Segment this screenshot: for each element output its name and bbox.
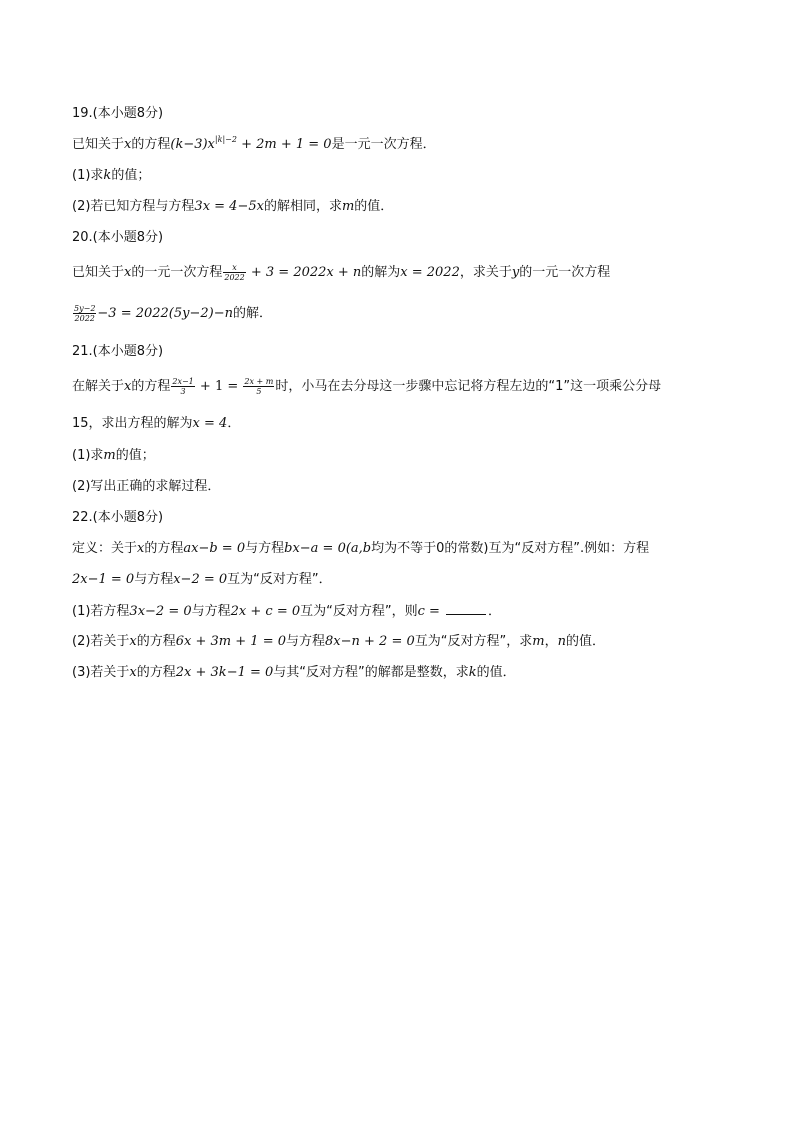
q22-part3-text: 的值． (476, 665, 516, 680)
q21-part1-text: 的值； (115, 448, 155, 463)
q20-header (72, 228, 722, 248)
q19-stem (72, 135, 722, 155)
q21-text: 在解关于 (72, 379, 125, 394)
q20-stem-line1 (72, 263, 722, 283)
q20-fraction-2-numerator: 5y−2 (74, 304, 96, 313)
var-m: m (103, 448, 116, 463)
q22-header-text: 22.(本小题8分) (72, 510, 164, 525)
q22-text: 与方程 (134, 572, 174, 587)
q22-text: 均为不等于0的常数)互为“反对方程”.例如：方程 (371, 541, 650, 556)
q21-fraction-1-numerator: 2x−1 (172, 377, 194, 386)
q20-fraction-numerator: x (223, 263, 245, 273)
q19-text: 已知关于 (72, 137, 125, 152)
q19-text: 的方程 (131, 137, 171, 152)
q20-text: ，求关于 (459, 265, 512, 280)
q21-fraction-1-denominator: 3 (180, 387, 186, 396)
q20-header-text: 20.(本小题8分) (72, 230, 164, 245)
q22-equation-a: ax−b = 0 (183, 541, 246, 556)
q22-part3-text: 与其“反对方程”的解都是整数，求 (273, 665, 469, 680)
q22-part1-c: c = (417, 604, 445, 619)
q19-part1-text: 的值； (111, 168, 151, 183)
q22-part2-text: (2)若关于 (72, 634, 130, 649)
var-n: n (557, 634, 566, 649)
q19-eq-lhs: (k−3)x (170, 137, 215, 152)
q20-text: 的一元一次方程 (131, 265, 223, 280)
q22-part2-text: 与方程 (286, 634, 326, 649)
q21-fraction-2-numerator: 2x + m (244, 377, 274, 386)
q20-fraction (223, 263, 245, 282)
q19-part2-text: 的解相同，求 (263, 199, 342, 214)
q19-part2-text: 的值． (354, 199, 394, 214)
q21-fraction-2 (243, 377, 274, 396)
q22-part2-text: ， (544, 634, 558, 649)
q22-part2-text: 的值． (565, 634, 605, 649)
var-k: k (468, 665, 477, 680)
q22-part3-equation: 2x + 3k−1 = 0 (175, 665, 274, 680)
q20-fraction-2-denominator: 2022 (74, 314, 95, 323)
q21-stem-line1 (72, 377, 722, 397)
q20-stem-line2 (72, 304, 722, 324)
q19-part1-text: (1)求 (72, 168, 104, 183)
q21-part2-text: (2)写出正确的求解过程． (72, 479, 221, 494)
q21-text: 15，求出方程的解为 (72, 416, 193, 431)
var-x: x (124, 265, 132, 280)
q22-part3-text: 的方程 (136, 665, 176, 680)
q19-text: 是一元一次方程． (331, 137, 436, 152)
q21-text: 的方程 (131, 379, 171, 394)
q19-header-text: 19.(本小题8分) (72, 106, 164, 121)
q22-part2-equation-2: 8x−n + 2 = 0 (325, 634, 415, 649)
q22-text: 的方程 (144, 541, 184, 556)
q20-solution: x = 2022 (400, 265, 460, 280)
q22-definition-line1 (72, 539, 722, 559)
q22-part1-text: 互为“反对方程”，则 (300, 604, 418, 619)
var-x: x (137, 541, 145, 556)
var-y: y (511, 265, 520, 280)
q22-part3-text: (3)若关于 (72, 665, 130, 680)
q19-equation-2: 3x = 4−5x (194, 199, 264, 214)
q20-fraction-denominator: 2022 (224, 273, 245, 282)
q21-equation-mid: + 1 = (195, 379, 243, 394)
q21-part1-text: (1)求 (72, 448, 104, 463)
var-x: x (129, 634, 137, 649)
q20-text: 的解为 (361, 265, 401, 280)
var-x: x (129, 665, 137, 680)
q19-eq-exponent: |k|−2 (214, 135, 237, 144)
q21-solution: x = 4 (192, 416, 228, 431)
q21-header (72, 342, 722, 362)
q19-header (72, 104, 722, 124)
q21-fraction-1 (171, 377, 194, 396)
q19-part1 (72, 166, 722, 186)
q22-part1-text: 与方程 (191, 604, 231, 619)
q22-example-2: x−2 = 0 (173, 572, 228, 587)
q20-fraction-2 (73, 304, 96, 323)
q22-part2-text: 的方程 (136, 634, 176, 649)
q22-definition-line2 (72, 570, 722, 590)
var-x: x (124, 137, 132, 152)
q21-text: ． (227, 416, 241, 431)
q20-text: 的一元一次方程 (519, 265, 611, 280)
q22-part2-equation-1: 6x + 3m + 1 = 0 (175, 634, 286, 649)
q22-part1-text: (1)若方程 (72, 604, 130, 619)
q21-header-text: 21.(本小题8分) (72, 344, 164, 359)
q22-header (72, 508, 722, 528)
answer-blank[interactable] (446, 601, 486, 615)
var-x: x (124, 379, 132, 394)
q22-example-1: 2x−1 = 0 (72, 572, 135, 587)
q20-equation-2-rest: −3 = 2022(5y−2)−n (97, 306, 233, 321)
q22-text: 定义：关于 (72, 541, 138, 556)
q22-text: 与方程 (245, 541, 285, 556)
q20-text: 的解． (233, 306, 273, 321)
q22-part2-text: 互为“反对方程”，求 (414, 634, 533, 649)
q21-part1 (72, 446, 722, 466)
var-m: m (532, 634, 545, 649)
q21-text: 时，小马在去分母这一步骤中忘记将方程左边的“1”这一项乘公分母 (275, 379, 662, 394)
q21-fraction-2-denominator: 5 (256, 387, 262, 396)
q22-part1-equation-2: 2x + c = 0 (230, 604, 301, 619)
q22-equation-b: bx−a = 0(a,b (284, 541, 372, 556)
q19-equation (170, 137, 331, 152)
q20-equation-rest: + 3 = 2022x + n (246, 265, 362, 280)
q22-part3 (72, 663, 722, 683)
q22-part2 (72, 632, 722, 652)
var-m: m (341, 199, 355, 214)
q20-text: 已知关于 (72, 265, 125, 280)
q22-part1-text: ． (488, 604, 502, 619)
q19-part2-text: (2)若已知方程与方程 (72, 199, 195, 214)
q21-part2 (72, 477, 722, 497)
q22-text: 互为“反对方程”． (227, 572, 332, 587)
q21-stem-line2 (72, 414, 722, 434)
var-k: k (103, 168, 112, 183)
q22-part1 (72, 601, 722, 622)
q19-eq-rhs: + 2m + 1 = 0 (236, 137, 332, 152)
q19-part2 (72, 197, 722, 217)
q22-part1-equation-1: 3x−2 = 0 (129, 604, 192, 619)
